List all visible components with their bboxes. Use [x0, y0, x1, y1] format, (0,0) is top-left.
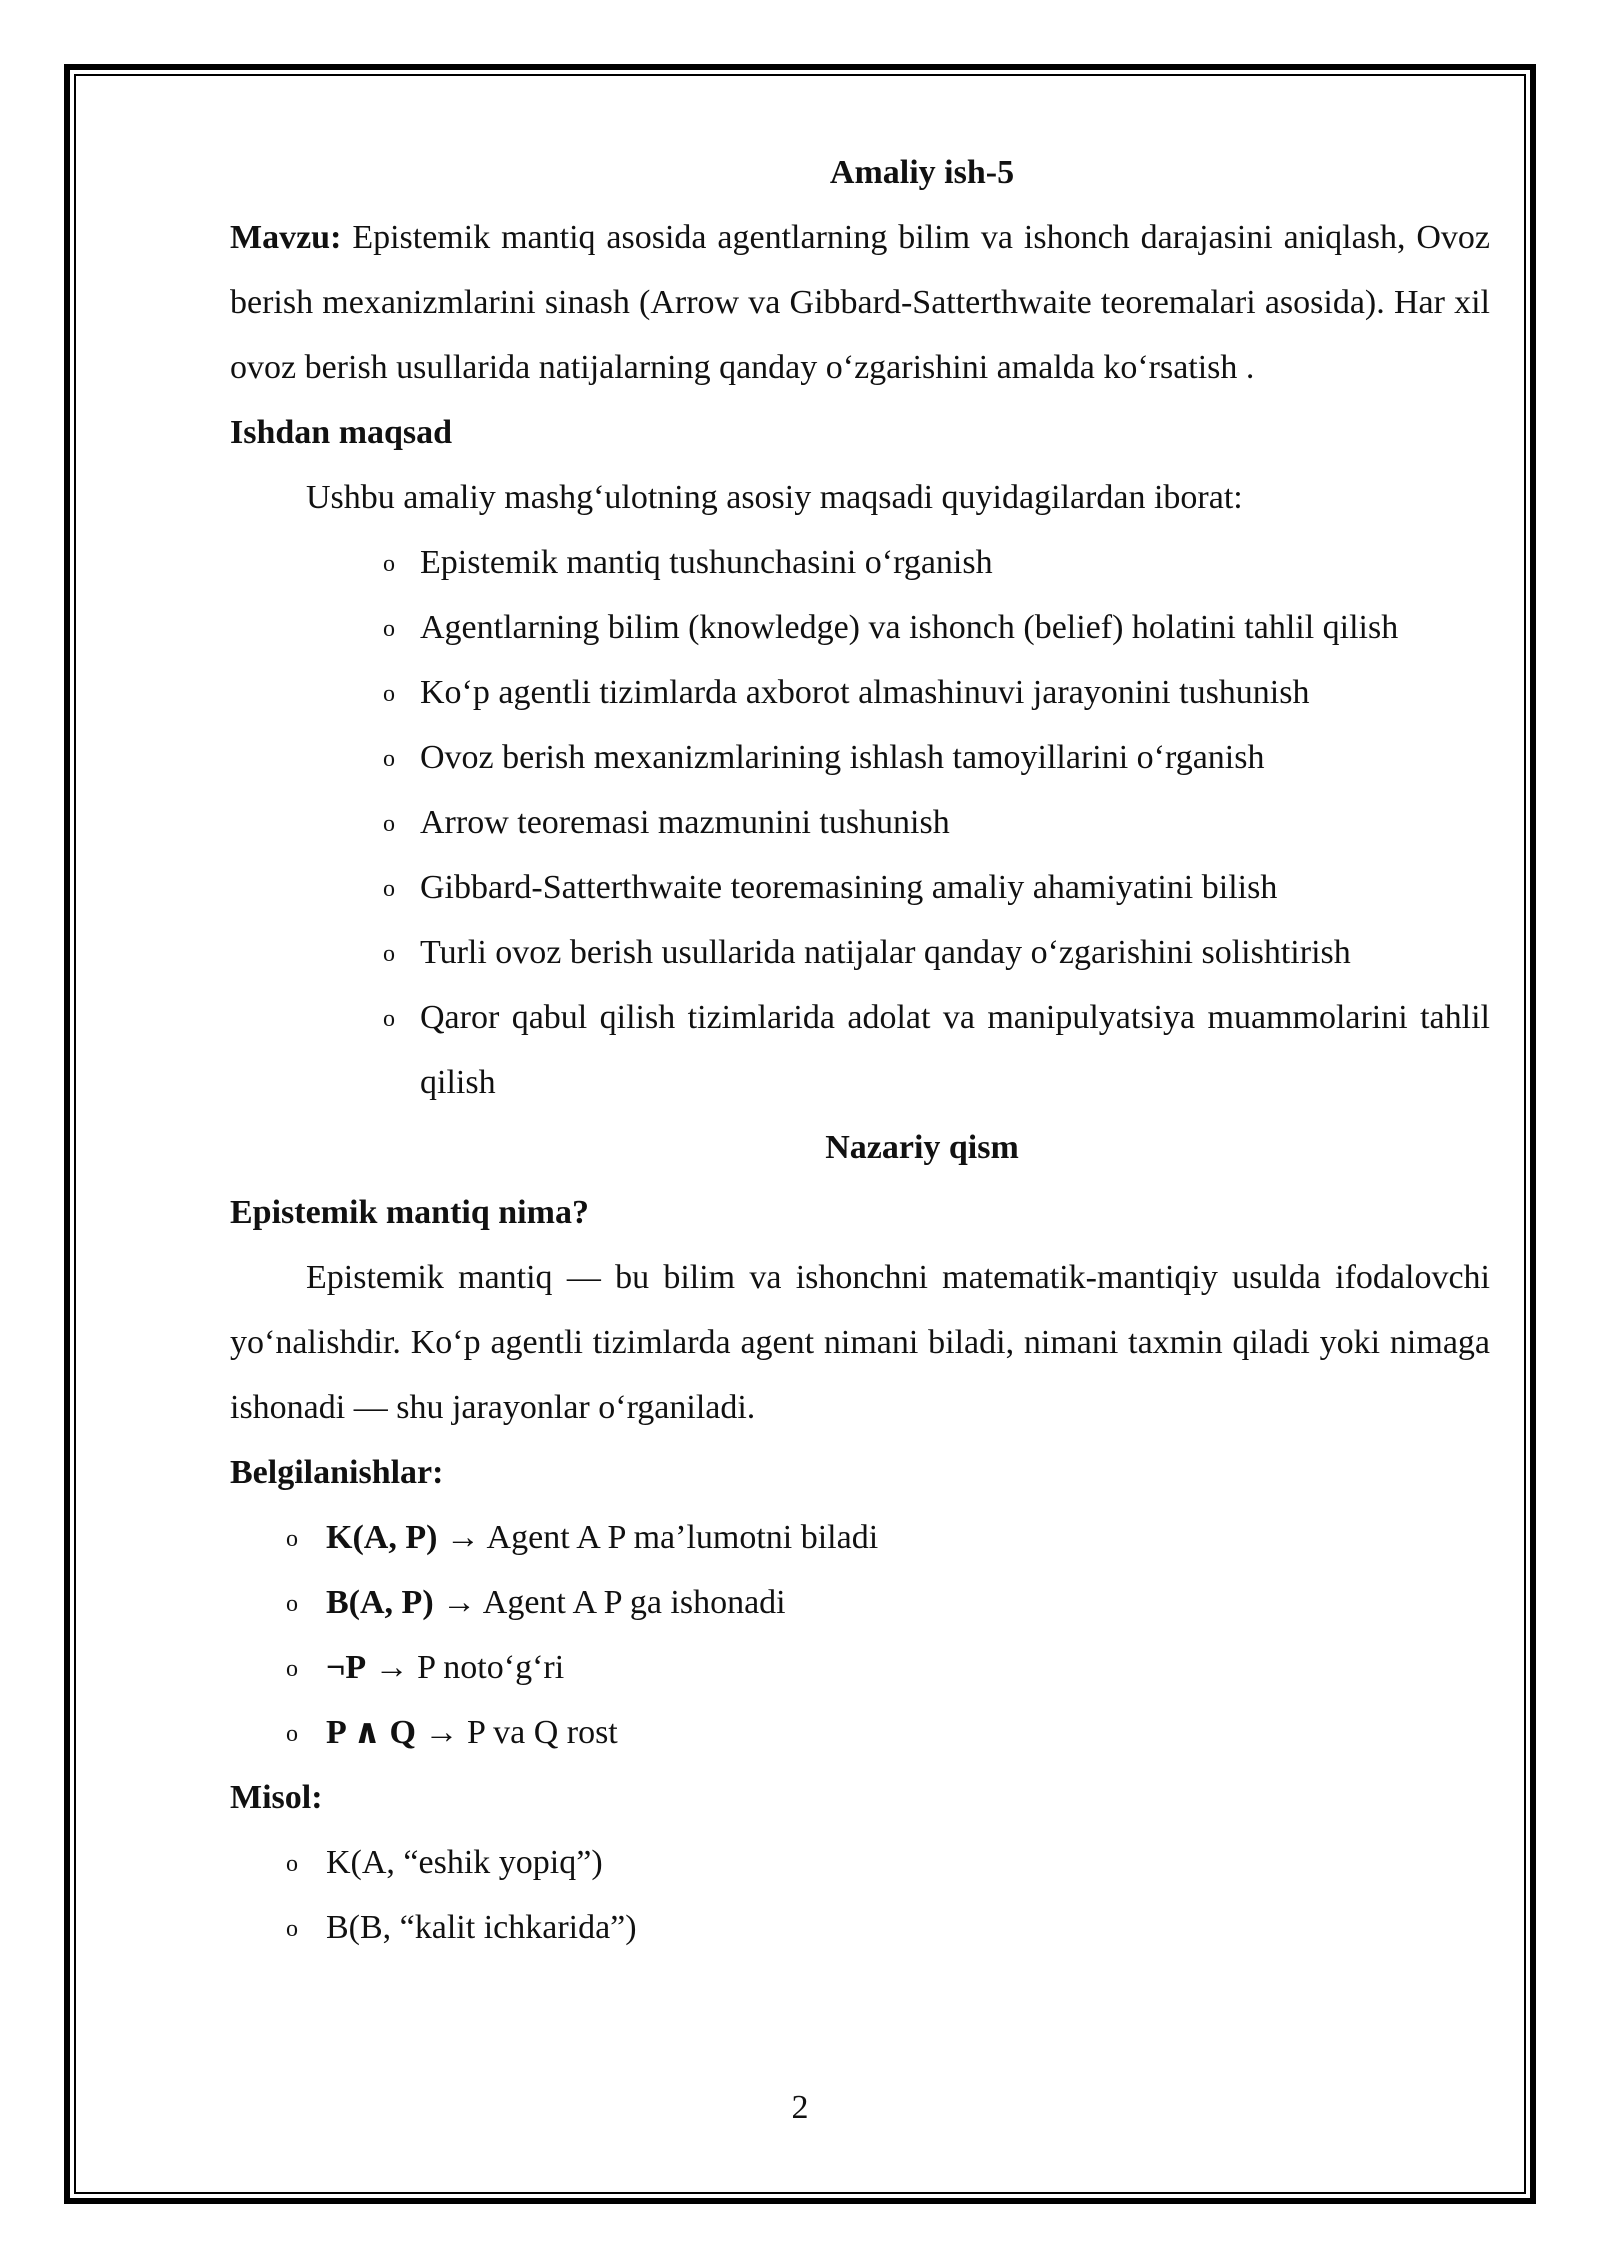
- bullet-icon: o: [383, 876, 395, 902]
- bullet-icon: o: [286, 1916, 298, 1942]
- list-item: o Koʻp agentli tizimlarda axborot almashinuvi jarayonini tushunish: [230, 660, 1490, 725]
- list-item: o Qaror qabul qilish tizimlarida adolat va manipulyatsiya muammolarini tahlil qilish: [230, 985, 1490, 1115]
- bullet-icon: o: [286, 1526, 298, 1552]
- bullet-icon: o: [286, 1656, 298, 1682]
- topic-label: Mavzu:: [230, 219, 342, 256]
- goal-list: [230, 530, 1490, 1115]
- theory-paragraph: Epistemik mantiq — bu bilim va ishonchni matematik-mantiqiy usulda ifodalovchi yoʻnalishdir. Koʻp agentli tizimlarda agent nimani biladi, nimani taxmin qiladi yoki nimaga ishonadi — shu jarayonlar oʻrganiladi.: [230, 1259, 1490, 1426]
- list-item: o B(B, “kalit ichkarida”): [230, 1895, 1490, 1960]
- notation-meaning: P notoʻgʻri: [417, 1649, 565, 1686]
- arrow-icon: →: [374, 1649, 409, 1686]
- bullet-icon: o: [286, 1721, 298, 1747]
- bullet-icon: o: [383, 746, 395, 772]
- list-item: [230, 1700, 1490, 1765]
- goal-intro: Ushbu amaliy mashgʻulotning asosiy maqsadi quyidagilardan iborat:: [306, 479, 1243, 516]
- notation-meaning: Agent A P ga ishonadi: [482, 1584, 786, 1621]
- bullet-icon: o: [383, 941, 395, 967]
- bullet-icon: o: [286, 1591, 298, 1617]
- example-list: [230, 1830, 1490, 1960]
- notation-symbol: ¬P: [326, 1649, 367, 1686]
- list-item: [230, 1570, 1490, 1635]
- arrow-icon: →: [445, 1519, 480, 1556]
- page-title: Amaliy ish-5: [829, 154, 1015, 191]
- page-number: 2: [791, 2089, 809, 2126]
- bullet-icon: o: [383, 551, 395, 577]
- notation-heading: Belgilanishlar:: [230, 1454, 444, 1491]
- notation-list: [230, 1505, 1490, 1765]
- topic-paragraph: [230, 205, 1490, 400]
- list-item: [230, 1505, 1490, 1570]
- theory-heading: Nazariy qism: [825, 1129, 1019, 1166]
- arrow-icon: →: [424, 1714, 459, 1751]
- bullet-icon: o: [383, 616, 395, 642]
- bullet-icon: o: [383, 1006, 395, 1032]
- notation-symbol: K(A, P): [326, 1519, 438, 1556]
- arrow-icon: →: [442, 1584, 477, 1621]
- list-item: o Arrow teoremasi mazmunini tushunish: [230, 790, 1490, 855]
- notation-symbol: P ∧ Q: [326, 1714, 416, 1751]
- goal-heading: Ishdan maqsad: [230, 414, 453, 451]
- notation-meaning: Agent A P ma’lumotni biladi: [486, 1519, 879, 1556]
- document-page: [230, 140, 1490, 1960]
- list-item: o Agentlarning bilim (knowledge) va ishonch (belief) holatini tahlil qilish: [230, 595, 1490, 660]
- list-item: o Turli ovoz berish usullarida natijalar qanday oʻzgarishini solishtirish: [230, 920, 1490, 985]
- theory-question: Epistemik mantiq nima?: [230, 1194, 589, 1231]
- list-item: o K(A, “eshik yopiq”): [230, 1830, 1490, 1895]
- notation-meaning: P va Q rost: [466, 1714, 618, 1751]
- bullet-icon: o: [383, 681, 395, 707]
- bullet-icon: o: [286, 1851, 298, 1877]
- notation-symbol: B(A, P): [326, 1584, 434, 1621]
- list-item: o Epistemik mantiq tushunchasini oʻrganish: [230, 530, 1490, 595]
- list-item: o Gibbard-Satterthwaite teoremasining amaliy ahamiyatini bilish: [230, 855, 1490, 920]
- list-item: o Ovoz berish mexanizmlarining ishlash tamoyillarini oʻrganish: [230, 725, 1490, 790]
- bullet-icon: o: [383, 811, 395, 837]
- topic-text: Epistemik mantiq asosida agentlarning bilim va ishonch darajasini aniqlash, Ovoz berish mexanizmlarini sinash (Arrow va Gibbard-Satterthwaite teoremalari asosida). Har xil ovoz berish usullarida natijalarning qanday oʻzgarishini amalda koʻrsatish .: [230, 219, 1490, 386]
- list-item: [230, 1635, 1490, 1700]
- example-heading: Misol:: [230, 1779, 323, 1816]
